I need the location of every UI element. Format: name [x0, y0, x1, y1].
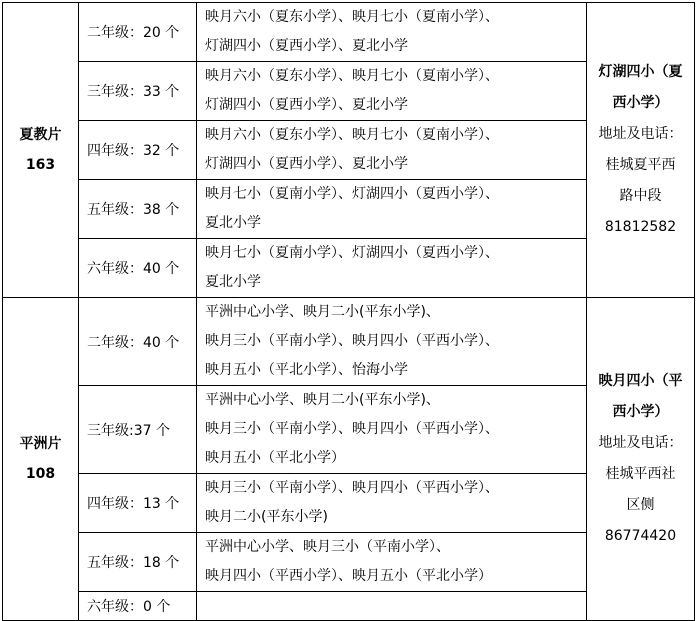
table-row — [3, 298, 695, 386]
grade-cell: 三年级：33 个 — [79, 62, 197, 121]
schools-cell: 映月七小（夏南小学）、灯湖四小（夏西小学）、 夏北小学 — [197, 239, 587, 298]
grade-cell: 三年级:37 个 — [79, 386, 197, 474]
schools-cell: 平洲中心小学、映月二小(平东小学)、 映月三小（平南小学）、映月四小（平西小学）、 映月五小（平北小学） — [197, 386, 587, 474]
contact-school: 西小学） — [612, 404, 669, 420]
phone-number: 81812582 — [604, 219, 677, 235]
contact-cell — [587, 298, 695, 621]
district-name: 平洲片 — [19, 436, 62, 452]
schools-cell-empty — [197, 592, 587, 621]
district-cell — [3, 3, 79, 298]
grade-cell: 二年级：20 个 — [79, 3, 197, 62]
grade-cell: 五年级：18 个 — [79, 533, 197, 592]
grade-cell: 二年级：40 个 — [79, 298, 197, 386]
schools-cell: 平洲中心小学、映月二小(平东小学)、 映月三小（平南小学）、映月四小（平西小学）、 映月五小（平北小学）、怡海小学 — [197, 298, 587, 386]
grade-cell: 五年级：38 个 — [79, 180, 197, 239]
contact-school: 灯湖四小（夏 — [598, 64, 683, 80]
schools-cell: 映月三小（平南小学）、映月四小（平西小学）、 映月二小(平东小学) — [197, 474, 587, 533]
address-label: 地址及电话： — [598, 126, 683, 142]
contact-cell — [587, 3, 695, 298]
district-count: 163 — [25, 157, 56, 173]
address-line: 路中段 — [619, 188, 662, 204]
school-allocation-table — [2, 2, 695, 621]
address-line: 区侧 — [626, 497, 655, 513]
table-row — [3, 3, 695, 62]
schools-cell: 映月六小（夏东小学）、映月七小（夏南小学）、 灯湖四小（夏西小学）、夏北小学 — [197, 3, 587, 62]
schools-cell: 映月六小（夏东小学）、映月七小（夏南小学）、 灯湖四小（夏西小学）、夏北小学 — [197, 62, 587, 121]
contact-school: 西小学） — [612, 95, 669, 111]
address-line: 桂城平西社 — [605, 466, 676, 482]
district-name: 夏教片 — [19, 127, 62, 143]
grade-cell: 四年级：32 个 — [79, 121, 197, 180]
grade-cell: 六年级：40 个 — [79, 239, 197, 298]
address-line: 桂城夏平西 — [605, 157, 676, 173]
grade-cell: 六年级：0 个 — [79, 592, 197, 621]
phone-number: 86774420 — [604, 528, 677, 544]
grade-cell: 四年级：13 个 — [79, 474, 197, 533]
schools-cell: 映月七小（夏南小学）、灯湖四小（夏西小学）、 夏北小学 — [197, 180, 587, 239]
district-cell — [3, 298, 79, 621]
address-label: 地址及电话： — [598, 435, 683, 451]
contact-school: 映月四小（平 — [598, 373, 683, 389]
schools-cell: 平洲中心小学、映月三小（平南小学）、 映月四小（平西小学）、映月五小（平北小学） — [197, 533, 587, 592]
schools-cell: 映月六小（夏东小学）、映月七小（夏南小学）、 灯湖四小（夏西小学）、夏北小学 — [197, 121, 587, 180]
district-count: 108 — [25, 466, 56, 482]
